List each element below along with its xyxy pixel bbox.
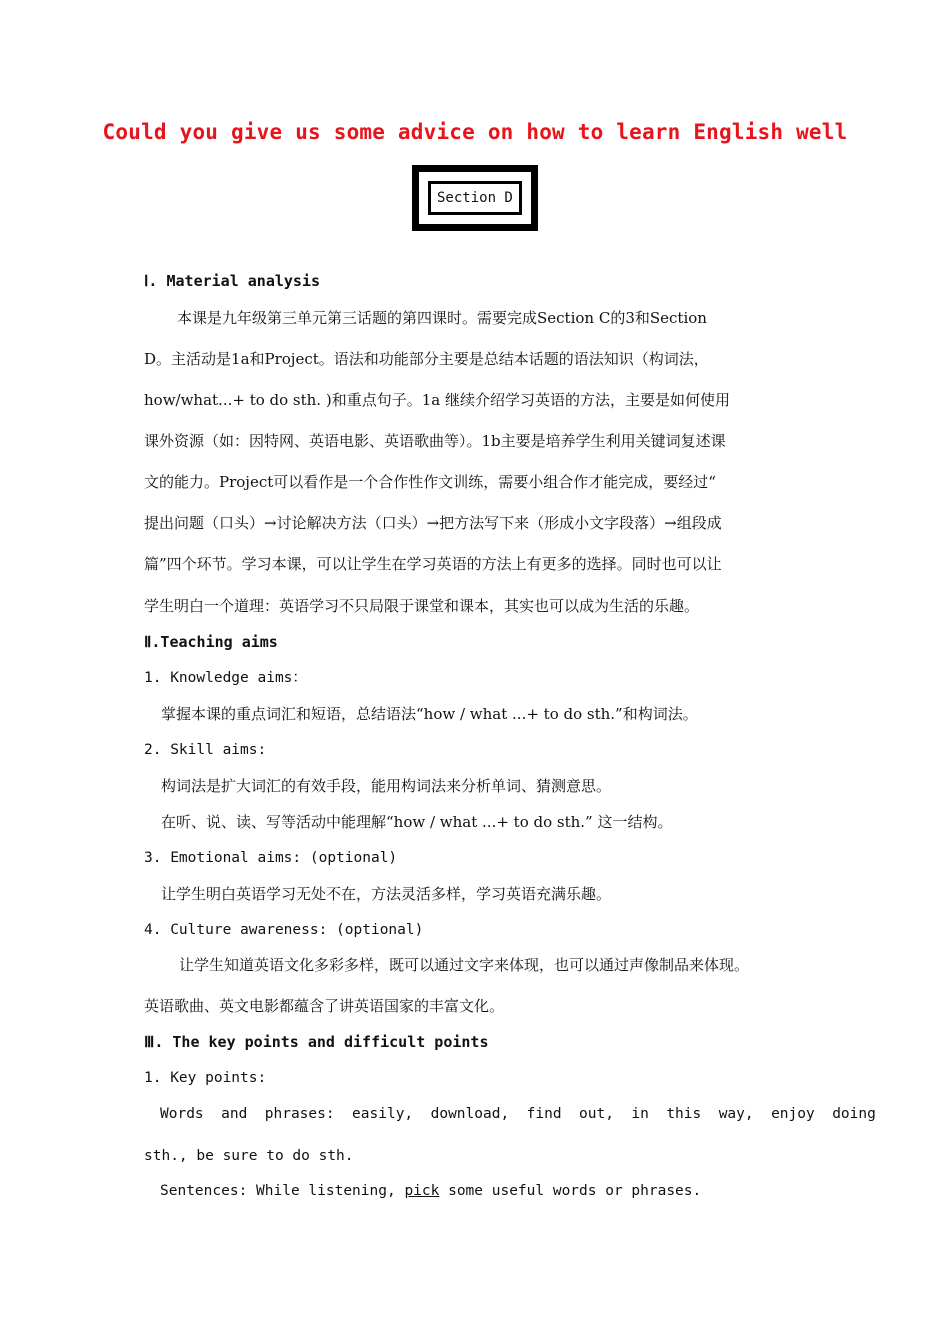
paragraph-line: 篇”四个环节。学习本课，可以让学生在学习英语的方法上有更多的选择。同时也可以让 xyxy=(144,555,722,573)
culture-awareness-text: 英语歌曲、英文电影都蕴含了讲英语国家的丰富文化。 xyxy=(144,997,505,1015)
knowledge-aims-text: 掌握本课的重点词汇和短语，总结语法“how / what ...+ to do sth.”和构词法。 xyxy=(161,705,698,723)
paragraph-line: 学生明白一个道理：英语学习不只局限于课堂和课本，其实也可以成为生活的乐趣。 xyxy=(144,597,700,615)
section-label: Section D xyxy=(431,184,519,212)
emotional-aims-title: 3. Emotional aims: (optional) xyxy=(144,850,398,866)
teaching-aims-heading: Ⅱ.Teaching aims xyxy=(144,633,278,651)
paragraph-line: how/what...+ to do sth. )和重点句子。1a 继续介绍学习英语的方法，主要是如何使用 xyxy=(144,391,730,409)
page-title: Could you give us some advice on how to learn English well xyxy=(102,120,848,144)
skill-aims-text: 构词法是扩大词汇的有效手段，能用构词法来分析单词、猜测意思。 xyxy=(161,777,612,795)
sentences-suffix: some useful words or phrases. xyxy=(439,1183,702,1199)
section-label-box xyxy=(412,165,538,231)
skill-aims-title: 2. Skill aims: xyxy=(144,742,267,758)
paragraph-line: 提出问题（口头）→讨论解决方法（口头）→把方法写下来（形成小文字段落）→组段成 xyxy=(144,514,722,532)
sentences-line xyxy=(160,1181,701,1201)
culture-awareness-title: 4. Culture awareness: (optional) xyxy=(144,922,424,938)
paragraph-line: 文的能力。Project可以看作是一个合作性作文训练，需要小组合作才能完成，要经过“ xyxy=(144,473,716,491)
emotional-aims-text: 让学生明白英语学习无处不在，方法灵活多样，学习英语充满乐趣。 xyxy=(161,885,612,903)
words-and-phrases-line: sth., be sure to do sth. xyxy=(144,1148,354,1164)
paragraph-line: D。主活动是1a和Project。语法和功能部分主要是总结本话题的语法知识（构词法， xyxy=(144,350,709,368)
words-and-phrases-line: Words and phrases: easily, download, find out, in this way, enjoy doing xyxy=(160,1106,876,1122)
sentences-prefix: Sentences: While listening, xyxy=(160,1183,405,1199)
paragraph-line: 本课是九年级第三单元第三话题的第四课时。需要完成Section C的3和Section xyxy=(177,309,707,327)
culture-awareness-text: 让学生知道英语文化多彩多样，既可以通过文字来体现，也可以通过声像制品来体现。 xyxy=(179,956,750,974)
material-analysis-heading: Ⅰ. Material analysis xyxy=(144,272,321,290)
key-points-title: 1. Key points: xyxy=(144,1070,267,1086)
skill-aims-text: 在听、说、读、写等活动中能理解“how / what ...+ to do sth.” 这一结构。 xyxy=(161,813,673,831)
knowledge-aims-title: 1. Knowledge aims： xyxy=(144,670,307,686)
key-points-heading: Ⅲ. The key points and difficult points xyxy=(144,1033,489,1051)
underlined-word: pick xyxy=(404,1183,440,1199)
paragraph-line: 课外资源（如：因特网、英语电影、英语歌曲等）。1b主要是培养学生利用关键词复述课 xyxy=(144,432,726,450)
